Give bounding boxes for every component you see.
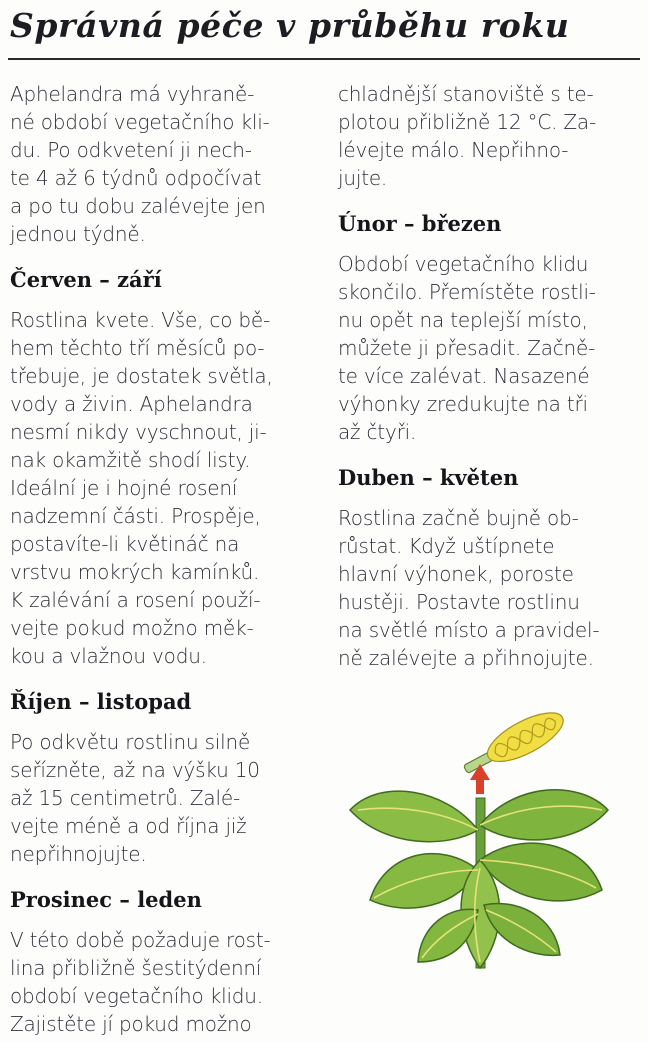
aphelandra-plant-icon [340,700,640,990]
section-body-june-september [10,306,310,670]
section-heading-october-november: Říjen – listopad [10,689,192,714]
text-line: te 4 až 6 týdnů odpočívat [10,166,262,190]
text-line: lévejte málo. Nepřihno- [338,138,569,162]
continued-paragraph [338,80,628,192]
text-line: Období vegetačního klidu [338,252,589,276]
text-line: Rostlina začně bujně ob- [338,506,579,530]
title-divider [8,58,640,60]
text-line: Po odkvětu rostlinu silně [10,730,251,754]
section-body-april-may [338,504,628,672]
text-line: nadzemní části. Prospěje, [10,504,261,528]
text-line: te více zalévat. Nasazené [338,364,590,388]
text-line: postavíte-li květináč na [10,532,240,556]
text-line: seřízněte, až na výšku 10 [10,758,260,782]
intro-paragraph [10,80,310,248]
text-line: vrstvu mokrých kamínků. [10,560,260,584]
right-column [338,80,628,672]
text-line: kou a vlažnou vodu. [10,644,207,668]
text-line: Rostlina kvete. Vše, co bě- [10,308,271,332]
text-line: a po tu dobu zalévejte jen [10,194,266,218]
text-line: Zajistěte jí pokud možno [10,1012,252,1036]
text-line: né období vegetačního kli- [10,110,270,134]
text-line: hem těchto tří měsíců po- [10,336,265,360]
text-line: vejte méně a od října již [10,814,247,838]
text-line: jujte. [338,166,388,190]
section-heading-february-march: Únor – březen [338,211,502,236]
text-line: ně zalévejte a přihnojujte. [338,646,594,670]
text-line: třebuje, je dostatek světla, [10,364,273,388]
text-line: na světlé místo a pravidel- [338,618,600,642]
section-heading-april-may: Duben – květen [338,465,519,490]
section-heading-december-january: Prosinec – leden [10,887,202,912]
text-line: nesmí nikdy vyschnout, ji- [10,420,267,444]
text-line: vejte pokud možno měk- [10,616,254,640]
text-line: nak okamžitě shodí listy. [10,448,251,472]
text-line: jednou týdně. [10,222,146,246]
text-line: Ideální je i hojné rosení [10,476,238,500]
text-line: du. Po odkvetení ji nech- [10,138,252,162]
text-line: Aphelandra má vyhraně- [10,82,255,106]
page-title: Správná péče v průběhu roku [10,6,570,45]
text-line: lina přibližně šestitýdenní [10,956,262,980]
left-column [10,80,310,1038]
text-line: až čtyři. [338,420,417,444]
text-line: hlavní výhonek, poroste [338,562,574,586]
text-line: vody a živin. Aphelandra [10,392,253,416]
text-line: hustěji. Postavte rostlinu [338,590,580,614]
section-heading-june-september: Červen – září [10,267,162,292]
text-line: můžete ji přesadit. Začně- [338,336,596,360]
text-line: výhonky zredukujte na tři [338,392,588,416]
text-line: plotou přibližně 12 °C. Za- [338,110,596,134]
flower-spike-icon [458,703,570,783]
text-line: až 15 centimetrů. Zalé- [10,786,240,810]
text-line: období vegetačního klidu. [10,984,263,1008]
text-line: růstat. Když uštípnete [338,534,555,558]
text-line: K zalévání a rosení použí- [10,588,261,612]
text-line: skončilo. Přemístěte rostli- [338,280,596,304]
text-line: nu opět na teplejší místo, [338,308,588,332]
text-line: nepřihnojujte. [10,842,147,866]
section-body-december-january [10,926,310,1038]
text-line: chladnější stanoviště s te- [338,82,594,106]
text-line: V této době požaduje rost- [10,928,271,952]
section-body-october-november [10,728,310,868]
section-body-february-march [338,250,628,446]
